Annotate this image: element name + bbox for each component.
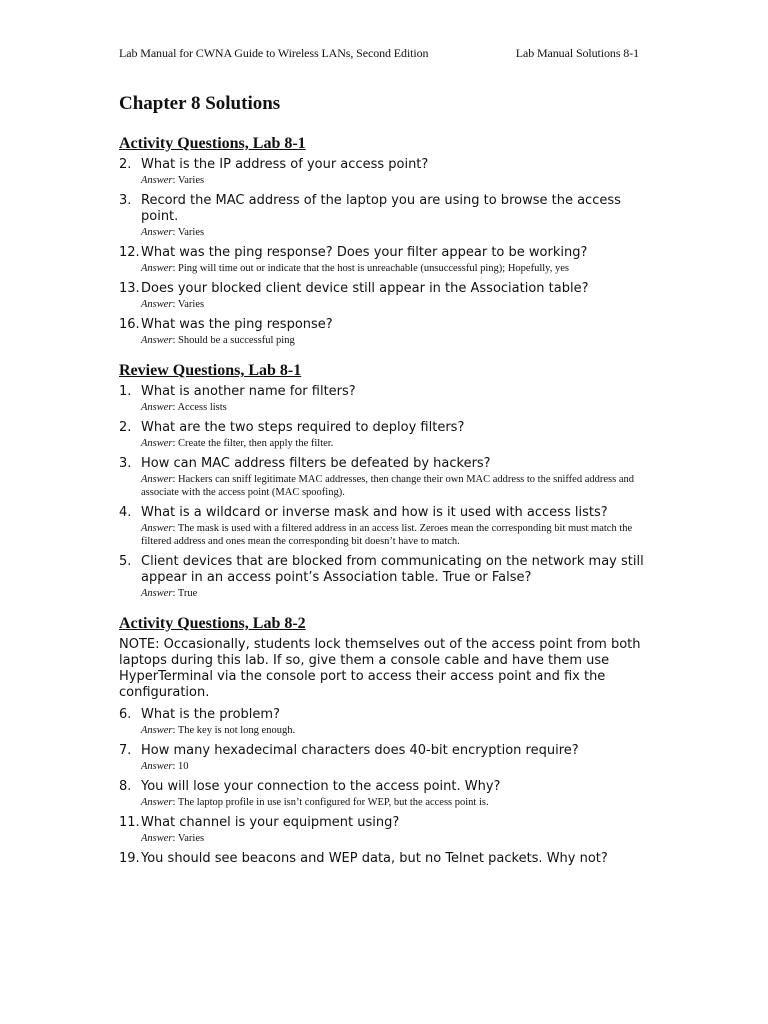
answer-value: : Access lists <box>172 402 227 413</box>
question-body <box>141 815 659 845</box>
answer-label: Answer <box>141 438 173 449</box>
answer-text <box>141 522 659 548</box>
answer-value: : The key is not long enough. <box>172 725 296 736</box>
answer-label: Answer <box>141 227 173 238</box>
answer-text <box>141 298 659 311</box>
question-body <box>141 420 659 450</box>
question-number: 4. <box>119 505 132 520</box>
answer-value: : Varies <box>172 299 205 310</box>
answer-text <box>141 262 659 275</box>
answer-text <box>141 832 659 845</box>
question-body <box>141 193 659 239</box>
answer-value: : Varies <box>172 833 205 844</box>
question-number: 16. <box>119 317 140 332</box>
section <box>119 134 659 347</box>
document-content <box>119 92 659 881</box>
question-number: 8. <box>119 779 132 794</box>
question-body <box>141 707 659 737</box>
question-text: What was the ping response? <box>141 317 333 332</box>
question-item <box>119 554 659 600</box>
question-number: 7. <box>119 743 132 758</box>
question-number: 19. <box>119 851 140 866</box>
question-text: How many hexadecimal characters does 40-bit encryption require? <box>141 743 579 758</box>
answer-label: Answer <box>141 263 173 274</box>
answer-value: : Varies <box>172 175 205 186</box>
question-body <box>141 384 659 414</box>
answer-value: : Should be a successful ping <box>172 335 295 346</box>
question-item <box>119 157 659 187</box>
answer-label: Answer <box>141 761 173 772</box>
answer-text <box>141 587 659 600</box>
question-number: 13. <box>119 281 140 296</box>
answer-label: Answer <box>141 175 173 186</box>
question-item <box>119 505 659 548</box>
answer-value: : True <box>172 588 198 599</box>
question-text: Does your blocked client device still appear in the Association table? <box>141 281 589 296</box>
answer-value: : Varies <box>172 227 205 238</box>
answer-label: Answer <box>141 833 173 844</box>
question-item <box>119 456 659 499</box>
answer-label: Answer <box>141 797 173 808</box>
question-text: What is the IP address of your access point? <box>141 157 429 172</box>
question-text: Record the MAC address of the laptop you are using to browse the access point. <box>141 193 621 224</box>
answer-text <box>141 724 659 737</box>
sections-container <box>119 134 659 867</box>
question-body <box>141 317 659 347</box>
question-item <box>119 420 659 450</box>
question-item <box>119 281 659 311</box>
question-text: How can MAC address filters be defeated by hackers? <box>141 456 491 471</box>
answer-text <box>141 174 659 187</box>
answer-text <box>141 401 659 414</box>
question-text: You will lose your connection to the access point. Why? <box>141 779 501 794</box>
question-body <box>141 456 659 499</box>
question-text: What was the ping response? Does your filter appear to be working? <box>141 245 588 260</box>
question-number: 1. <box>119 384 132 399</box>
question-number: 11. <box>119 815 140 830</box>
question-item <box>119 779 659 809</box>
question-text: What is the problem? <box>141 707 280 722</box>
answer-label: Answer <box>141 725 173 736</box>
question-number: 3. <box>119 456 132 471</box>
question-text: What is another name for filters? <box>141 384 356 399</box>
answer-text <box>141 226 659 239</box>
question-number: 2. <box>119 157 132 172</box>
section-note: NOTE: Occasionally, students lock themselves out of the access point from both laptops during this lab. If so, give them a console cable and have them use HyperTerminal via the console port to access their access point and fix the configuration. <box>119 637 641 700</box>
question-number: 5. <box>119 554 132 569</box>
answer-text <box>141 437 659 450</box>
question-body <box>141 554 659 600</box>
question-number: 12. <box>119 245 140 260</box>
question-number: 2. <box>119 420 132 435</box>
question-item <box>119 707 659 737</box>
answer-label: Answer <box>141 402 173 413</box>
question-body <box>141 743 659 773</box>
question-number: 3. <box>119 193 132 208</box>
question-body <box>141 281 659 311</box>
section <box>119 614 659 867</box>
question-item <box>119 193 659 239</box>
answer-value: : The mask is used with a filtered address in an access list. Zeroes mean the corresponding bit must match the filtered address and ones mean the corresponding bit doesn’t have to match. <box>141 523 633 547</box>
answer-value: : Hackers can sniff legitimate MAC addresses, then change their own MAC address to the sniffed address and associate with the access point (MAC spoofing). <box>141 474 634 498</box>
answer-value: : The laptop profile in use isn’t configured for WEP, but the access point is. <box>172 797 489 808</box>
question-text: What channel is your equipment using? <box>141 815 400 830</box>
question-item <box>119 815 659 845</box>
answer-label: Answer <box>141 335 173 346</box>
question-item <box>119 743 659 773</box>
section-heading: Activity Questions, Lab 8-1 <box>119 135 306 152</box>
section <box>119 361 659 600</box>
question-item <box>119 384 659 414</box>
question-text: What is a wildcard or inverse mask and how is it used with access lists? <box>141 505 608 520</box>
section-heading: Activity Questions, Lab 8-2 <box>119 615 306 632</box>
answer-text <box>141 334 659 347</box>
answer-text <box>141 473 659 499</box>
question-item <box>119 245 659 275</box>
answer-text <box>141 796 659 809</box>
question-text: You should see beacons and WEP data, but no Telnet packets. Why not? <box>141 851 608 866</box>
answer-label: Answer <box>141 588 173 599</box>
answer-value: : Ping will time out or indicate that the host is unreachable (unsuccessful ping); Hopefully, yes <box>172 263 569 274</box>
page-header <box>119 46 639 62</box>
answer-label: Answer <box>141 523 173 534</box>
question-text: What are the two steps required to deploy filters? <box>141 420 465 435</box>
question-body <box>141 779 659 809</box>
answer-label: Answer <box>141 474 173 485</box>
question-body <box>141 157 659 187</box>
answer-value: : Create the filter, then apply the filter. <box>172 438 334 449</box>
question-text: Client devices that are blocked from communicating on the network may still appear in an access point’s Association table. True or False? <box>141 554 644 585</box>
answer-text <box>141 760 659 773</box>
chapter-title: Chapter 8 Solutions <box>119 93 281 114</box>
question-body <box>141 851 659 867</box>
section-heading: Review Questions, Lab 8-1 <box>119 362 302 379</box>
header-left-text: Lab Manual for CWNA Guide to Wireless LANs, Second Edition <box>119 46 429 60</box>
answer-value: : 10 <box>172 761 189 772</box>
question-body <box>141 245 659 275</box>
question-number: 6. <box>119 707 132 722</box>
question-item <box>119 317 659 347</box>
header-right-text: Lab Manual Solutions 8-1 <box>515 46 639 60</box>
question-item <box>119 851 659 867</box>
answer-label: Answer <box>141 299 173 310</box>
question-body <box>141 505 659 548</box>
